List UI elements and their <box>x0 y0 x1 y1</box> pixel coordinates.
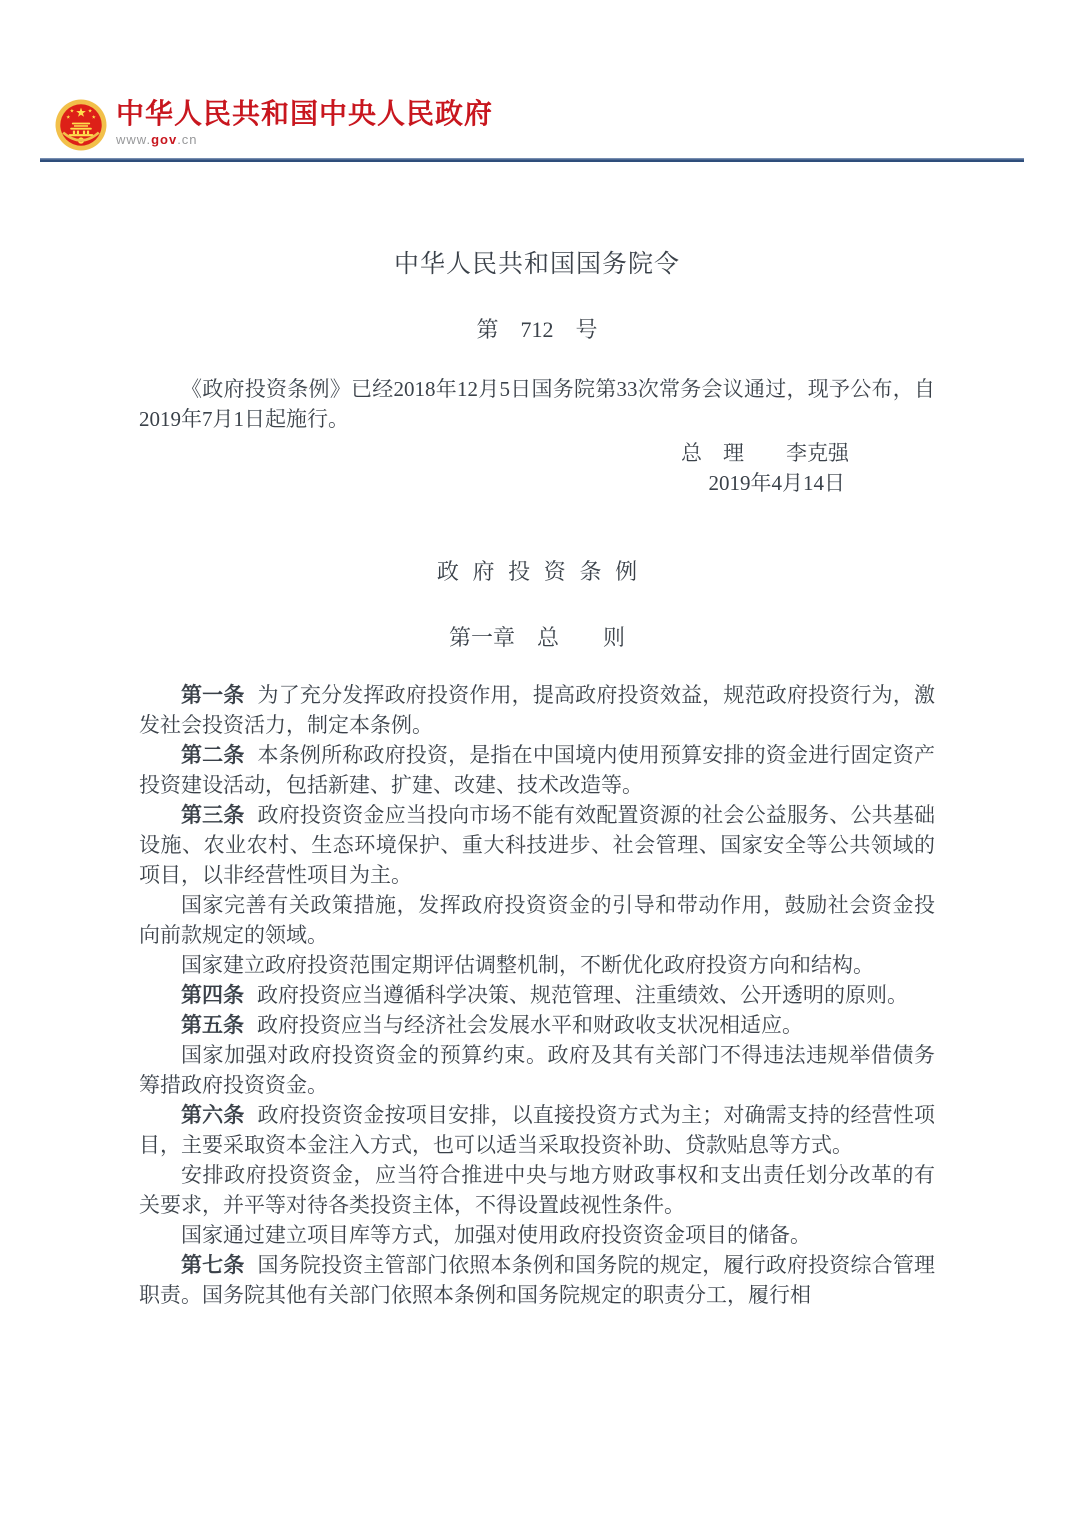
article-paragraph <box>139 680 935 740</box>
article-text: 政府投资应当遵循科学决策、规范管理、注重绩效、公开透明的原则。 <box>257 983 909 1007</box>
article-label: 第七条 <box>181 1253 245 1277</box>
site-url[interactable] <box>116 133 493 147</box>
decree-title: 中华人民共和国国务院令 <box>393 251 680 278</box>
article-paragraph <box>139 950 935 980</box>
article-label: 第三条 <box>181 803 245 827</box>
article-text: 国务院投资主管部门依照本条例和国务院的规定，履行政府投资综合管理职责。国务院其他有关部门依照本条例和国务院规定的职责分工，履行相 <box>139 1253 936 1307</box>
article-text: 国家完善有关政策措施，发挥政府投资资金的引导和带动作用，鼓励社会资金投向前款规定的领域。 <box>139 893 935 947</box>
article-text: 国家通过建立项目库等方式，加强对使用政府投资资金项目的储备。 <box>181 1223 811 1247</box>
article-label: 第一条 <box>181 683 245 707</box>
header-divider-rule <box>40 158 1024 162</box>
article-text: 本条例所称政府投资，是指在中国境内使用预算安排的资金进行固定资产投资建设活动，包括新建、扩建、改建、技术改造等。 <box>139 743 936 797</box>
article-text: 政府投资应当与经济社会发展水平和财政收支状况相适应。 <box>257 1013 804 1037</box>
article-text: 国家建立政府投资范围定期评估调整机制，不断优化政府投资方向和结构。 <box>181 953 874 977</box>
article-paragraph <box>139 1010 935 1040</box>
article-text: 安排政府投资资金，应当符合推进中央与地方财政事权和支出责任划分改革的有关要求，并平等对待各类投资主体，不得设置歧视性条件。 <box>139 1163 935 1217</box>
article-paragraph <box>139 890 935 950</box>
article-label: 第二条 <box>181 743 245 767</box>
article-text: 为了充分发挥政府投资作用，提高政府投资效益，规范政府投资行为，激发社会投资活力，制定本条例。 <box>139 683 936 737</box>
article-paragraph <box>139 1250 935 1310</box>
law-title: 政府投资条例 <box>436 559 651 584</box>
article-paragraph <box>139 980 935 1010</box>
article-label: 第四条 <box>181 983 244 1007</box>
articles <box>139 680 935 1310</box>
gov-header <box>55 98 493 152</box>
site-url-gov: gov <box>151 132 178 147</box>
article-paragraph <box>139 800 935 890</box>
signature-date: 2019年4月14日 <box>708 471 845 495</box>
article-label: 第六条 <box>181 1103 245 1127</box>
article-text: 政府投资资金按项目安排，以直接投资方式为主；对确需支持的经营性项目，主要采取资本金注入方式，也可以适当采取投资补助、贷款贴息等方式。 <box>139 1103 936 1157</box>
article-paragraph <box>139 1160 935 1220</box>
article-text: 政府投资资金应当投向市场不能有效配置资源的社会公益服务、公共基础设施、农业农村、生态环境保护、重大科技进步、社会管理、国家安全等公共领域的项目，以非经营性项目为主。 <box>139 803 936 887</box>
site-text <box>116 98 493 147</box>
national-emblem-icon <box>55 98 107 152</box>
decree-number: 第 712 号 <box>476 317 598 342</box>
signature-line: 总 理 李克强 <box>681 441 849 465</box>
decree-preamble: 《政府投资条例》已经2018年12月5日国务院第33次常务会议通过，现予公布，自2019年7月1日起施行。 <box>139 377 935 431</box>
article-paragraph <box>139 740 935 800</box>
article-text: 国家加强对政府投资资金的预算约束。政府及其有关部门不得违法违规举借债务筹措政府投资资金。 <box>139 1043 935 1097</box>
article-label: 第五条 <box>181 1013 244 1037</box>
article-paragraph <box>139 1040 935 1100</box>
site-name: 中华人民共和国中央人民政府 <box>116 98 494 129</box>
site-url-suffix: .cn <box>177 132 198 147</box>
site-url-prefix: www. <box>116 132 152 147</box>
decree-document <box>139 246 935 1310</box>
chapter-heading: 第一章 总 则 <box>448 625 625 650</box>
article-paragraph <box>139 1100 935 1160</box>
article-paragraph <box>139 1220 935 1250</box>
